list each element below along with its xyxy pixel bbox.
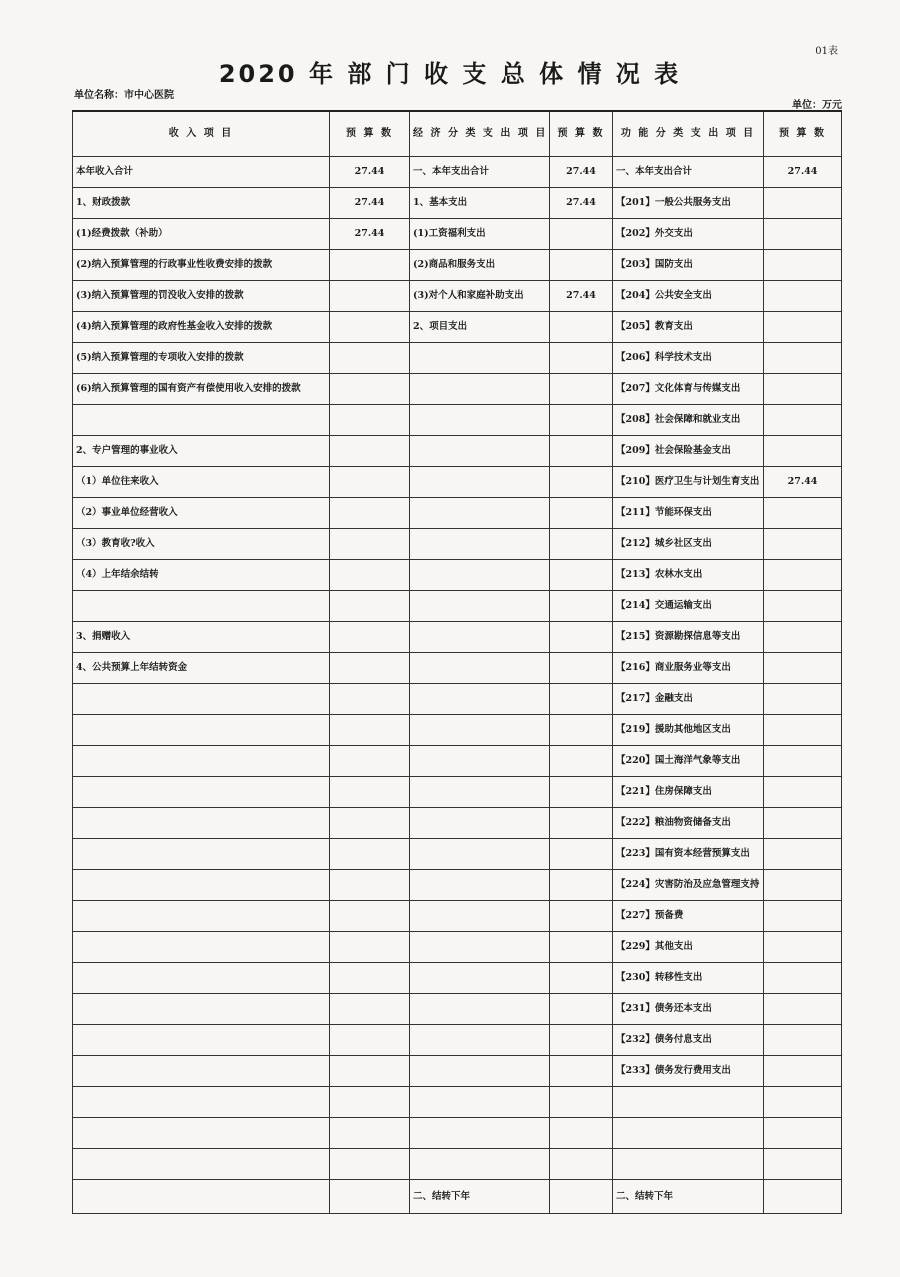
cell-income-budget — [330, 281, 410, 312]
table-row — [73, 901, 842, 932]
cell-income-budget — [330, 901, 410, 932]
cell-functional-item: 【213】农林水支出 — [613, 560, 764, 591]
cell-income-item: (4)纳入预算管理的政府性基金收入安排的拨款 — [73, 312, 330, 343]
table-row — [73, 529, 842, 560]
cell-functional-budget — [764, 1025, 842, 1056]
cell-income-item: (6)纳入预算管理的国有资产有偿使用收入安排的拨款 — [73, 374, 330, 405]
cell-functional-budget — [764, 932, 842, 963]
cell-economic-budget — [550, 1087, 613, 1118]
cell-income-item: 2、专户管理的事业收入 — [73, 436, 330, 467]
cell-income-budget — [330, 436, 410, 467]
table-row — [73, 777, 842, 808]
cell-income-item: 1、财政拨款 — [73, 188, 330, 219]
cell-income-item — [73, 901, 330, 932]
cell-economic-item — [410, 653, 550, 684]
cell-functional-item: 【229】其他支出 — [613, 932, 764, 963]
cell-functional-budget: 27.44 — [764, 157, 842, 188]
cell-economic-budget: 27.44 — [550, 188, 613, 219]
cell-economic-item — [410, 622, 550, 653]
cell-income-budget — [330, 963, 410, 994]
table-row — [73, 932, 842, 963]
cell-economic-item — [410, 1149, 550, 1180]
table-row — [73, 250, 842, 281]
cell-economic-item — [410, 436, 550, 467]
cell-economic-item — [410, 343, 550, 374]
cell-functional-budget — [764, 529, 842, 560]
cell-income-budget — [330, 1149, 410, 1180]
cell-functional-item: 【220】国土海洋气象等支出 — [613, 746, 764, 777]
cell-functional-item: 【230】转移性支出 — [613, 963, 764, 994]
cell-income-budget — [330, 312, 410, 343]
cell-income-item: （3）教育收?收入 — [73, 529, 330, 560]
cell-functional-budget — [764, 901, 842, 932]
cell-economic-item — [410, 870, 550, 901]
cell-functional-budget — [764, 653, 842, 684]
cell-income-budget — [330, 1118, 410, 1149]
cell-income-budget: 27.44 — [330, 219, 410, 250]
table-row — [73, 1149, 842, 1180]
table-row — [73, 467, 842, 498]
table-row — [73, 808, 842, 839]
cell-income-budget: 27.44 — [330, 188, 410, 219]
cell-economic-item — [410, 777, 550, 808]
cell-economic-item — [410, 405, 550, 436]
table-row — [73, 219, 842, 250]
cell-functional-budget — [764, 1056, 842, 1087]
cell-functional-budget — [764, 808, 842, 839]
cell-economic-budget — [550, 1056, 613, 1087]
cell-economic-item: (2)商品和服务支出 — [410, 250, 550, 281]
cell-functional-budget — [764, 312, 842, 343]
cell-functional-budget — [764, 219, 842, 250]
cell-income-item — [73, 746, 330, 777]
cell-functional-budget — [764, 1149, 842, 1180]
cell-economic-item — [410, 932, 550, 963]
cell-economic-budget — [550, 219, 613, 250]
table-row — [73, 839, 842, 870]
cell-economic-budget — [550, 312, 613, 343]
cell-economic-budget — [550, 870, 613, 901]
cell-functional-item: 【223】国有资本经营预算支出 — [613, 839, 764, 870]
cell-functional-budget — [764, 343, 842, 374]
cell-income-item — [73, 1025, 330, 1056]
cell-income-item: (1)经费拨款（补助） — [73, 219, 330, 250]
cell-functional-item: 【227】预备费 — [613, 901, 764, 932]
cell-economic-item — [410, 963, 550, 994]
cell-functional-budget — [764, 436, 842, 467]
cell-functional-item: 【202】外交支出 — [613, 219, 764, 250]
cell-income-item: （1）单位往来收入 — [73, 467, 330, 498]
header-income-item: 收 入 项 目 — [73, 111, 330, 157]
cell-income-item — [73, 684, 330, 715]
cell-functional-budget — [764, 374, 842, 405]
cell-income-item — [73, 870, 330, 901]
cell-economic-item — [410, 715, 550, 746]
cell-functional-item: 【219】援助其他地区支出 — [613, 715, 764, 746]
cell-functional-item: 【232】债务付息支出 — [613, 1025, 764, 1056]
cell-economic-budget — [550, 374, 613, 405]
cell-functional-budget — [764, 560, 842, 591]
cell-income-budget — [330, 808, 410, 839]
table-row — [73, 653, 842, 684]
cell-income-budget — [330, 684, 410, 715]
cell-economic-budget — [550, 560, 613, 591]
cell-income-budget — [330, 1025, 410, 1056]
cell-income-item — [73, 1118, 330, 1149]
table-row — [73, 560, 842, 591]
table-row — [73, 436, 842, 467]
header-functional-item: 功 能 分 类 支 出 项 目 — [613, 111, 764, 157]
cell-income-item — [73, 808, 330, 839]
cell-functional-budget — [764, 684, 842, 715]
cell-economic-budget — [550, 932, 613, 963]
cell-economic-item — [410, 994, 550, 1025]
cell-income-item — [73, 1087, 330, 1118]
cell-economic-budget — [550, 591, 613, 622]
cell-economic-item: 一、本年支出合计 — [410, 157, 550, 188]
cell-income-budget — [330, 1180, 410, 1214]
cell-economic-budget — [550, 436, 613, 467]
cell-functional-budget — [764, 994, 842, 1025]
cell-economic-budget — [550, 498, 613, 529]
cell-functional-item: 【204】公共安全支出 — [613, 281, 764, 312]
cell-functional-budget — [764, 963, 842, 994]
table-row — [73, 1087, 842, 1118]
header-functional-budget: 预 算 数 — [764, 111, 842, 157]
cell-economic-item — [410, 498, 550, 529]
cell-functional-item: 【233】债务发行费用支出 — [613, 1056, 764, 1087]
cell-income-item — [73, 932, 330, 963]
cell-income-budget — [330, 405, 410, 436]
cell-functional-item: 【201】一般公共服务支出 — [613, 188, 764, 219]
table-row — [73, 715, 842, 746]
cell-economic-budget — [550, 250, 613, 281]
cell-functional-item: 一、本年支出合计 — [613, 157, 764, 188]
cell-income-item — [73, 1056, 330, 1087]
cell-income-budget — [330, 467, 410, 498]
cell-functional-item: 【206】科学技术支出 — [613, 343, 764, 374]
cell-functional-budget — [764, 870, 842, 901]
cell-functional-item: 【217】金融支出 — [613, 684, 764, 715]
cell-economic-budget — [550, 1180, 613, 1214]
cell-economic-budget — [550, 529, 613, 560]
budget-table — [72, 110, 842, 1214]
header-economic-budget: 预 算 数 — [550, 111, 613, 157]
cell-income-item — [73, 839, 330, 870]
table-row — [73, 405, 842, 436]
table-row — [73, 994, 842, 1025]
header-economic-item: 经 济 分 类 支 出 项 目 — [410, 111, 550, 157]
cell-functional-item: 【203】国防支出 — [613, 250, 764, 281]
cell-functional-budget — [764, 250, 842, 281]
cell-economic-item — [410, 901, 550, 932]
cell-functional-item: 【231】债务还本支出 — [613, 994, 764, 1025]
cell-functional-item: 【222】粮油物资储备支出 — [613, 808, 764, 839]
cell-functional-item: 【214】交通运输支出 — [613, 591, 764, 622]
cell-income-item: (2)纳入预算管理的行政事业性收费安排的拨款 — [73, 250, 330, 281]
cell-income-item — [73, 405, 330, 436]
cell-functional-budget — [764, 1087, 842, 1118]
cell-income-budget — [330, 591, 410, 622]
cell-functional-budget — [764, 498, 842, 529]
cell-economic-budget — [550, 746, 613, 777]
cell-functional-item — [613, 1087, 764, 1118]
cell-functional-budget — [764, 715, 842, 746]
cell-functional-budget — [764, 188, 842, 219]
cell-income-item: (3)纳入预算管理的罚没收入安排的拨款 — [73, 281, 330, 312]
cell-functional-item: 【210】医疗卫生与计划生育支出 — [613, 467, 764, 498]
cell-economic-budget — [550, 1025, 613, 1056]
cell-income-item: 本年收入合计 — [73, 157, 330, 188]
cell-income-budget — [330, 250, 410, 281]
cell-economic-budget — [550, 901, 613, 932]
cell-income-budget — [330, 839, 410, 870]
cell-economic-budget: 27.44 — [550, 281, 613, 312]
table-header-row — [73, 111, 842, 157]
cell-functional-budget — [764, 746, 842, 777]
cell-economic-item — [410, 684, 550, 715]
cell-economic-item: 1、基本支出 — [410, 188, 550, 219]
table-row — [73, 498, 842, 529]
cell-income-item — [73, 591, 330, 622]
table-row — [73, 684, 842, 715]
cell-economic-item — [410, 1056, 550, 1087]
cell-income-budget — [330, 1056, 410, 1087]
cell-economic-budget — [550, 467, 613, 498]
cell-economic-budget — [550, 1118, 613, 1149]
unit-name: 单位名称：市中心医院 — [74, 90, 174, 101]
cell-economic-item — [410, 591, 550, 622]
cell-economic-budget — [550, 808, 613, 839]
cell-functional-item: 【216】商业服务业等支出 — [613, 653, 764, 684]
cell-income-budget — [330, 1087, 410, 1118]
cell-functional-item: 【224】灾害防治及应急管理支持 — [613, 870, 764, 901]
table-body — [73, 157, 842, 1214]
table-row — [73, 870, 842, 901]
cell-economic-budget — [550, 994, 613, 1025]
cell-functional-budget — [764, 591, 842, 622]
cell-functional-budget — [764, 1180, 842, 1214]
cell-economic-item — [410, 1087, 550, 1118]
cell-income-item: （4）上年结余结转 — [73, 560, 330, 591]
cell-economic-item — [410, 467, 550, 498]
table-row — [73, 1180, 842, 1214]
cell-functional-item — [613, 1149, 764, 1180]
cell-economic-item — [410, 839, 550, 870]
table-row — [73, 746, 842, 777]
cell-income-budget — [330, 715, 410, 746]
cell-income-item: (5)纳入预算管理的专项收入安排的拨款 — [73, 343, 330, 374]
cell-economic-budget — [550, 684, 613, 715]
cell-functional-item: 【221】住房保障支出 — [613, 777, 764, 808]
table-row — [73, 312, 842, 343]
cell-income-budget — [330, 529, 410, 560]
table-row — [73, 188, 842, 219]
cell-income-item — [73, 1149, 330, 1180]
cell-economic-item: (1)工资福利支出 — [410, 219, 550, 250]
cell-economic-budget — [550, 777, 613, 808]
cell-functional-item: 【209】社会保险基金支出 — [613, 436, 764, 467]
cell-economic-item — [410, 1025, 550, 1056]
cell-economic-item — [410, 529, 550, 560]
cell-economic-budget — [550, 715, 613, 746]
cell-functional-item: 二、结转下年 — [613, 1180, 764, 1214]
cell-economic-budget — [550, 1149, 613, 1180]
cell-economic-item: 2、项目支出 — [410, 312, 550, 343]
cell-income-item: （2）事业单位经营收入 — [73, 498, 330, 529]
cell-income-item: 3、捐赠收入 — [73, 622, 330, 653]
cell-income-budget — [330, 746, 410, 777]
cell-income-budget — [330, 343, 410, 374]
cell-functional-item: 【212】城乡社区支出 — [613, 529, 764, 560]
table-row — [73, 963, 842, 994]
cell-functional-budget — [764, 777, 842, 808]
table-row — [73, 622, 842, 653]
cell-economic-budget — [550, 963, 613, 994]
header-income-budget: 预 算 数 — [330, 111, 410, 157]
table-row — [73, 591, 842, 622]
cell-income-budget: 27.44 — [330, 157, 410, 188]
cell-functional-budget — [764, 839, 842, 870]
table-row — [73, 374, 842, 405]
cell-income-item — [73, 994, 330, 1025]
form-number: 01表 — [815, 46, 838, 57]
cell-income-budget — [330, 498, 410, 529]
cell-economic-budget — [550, 405, 613, 436]
cell-economic-budget — [550, 839, 613, 870]
table-row — [73, 1118, 842, 1149]
cell-income-budget — [330, 622, 410, 653]
cell-economic-item — [410, 746, 550, 777]
cell-income-item — [73, 1180, 330, 1214]
page-title: 2020 年 部 门 收 支 总 体 情 况 表 — [218, 60, 682, 88]
cell-functional-item: 【205】教育支出 — [613, 312, 764, 343]
cell-income-budget — [330, 932, 410, 963]
table-row — [73, 343, 842, 374]
cell-functional-item: 【207】文化体育与传媒支出 — [613, 374, 764, 405]
cell-income-item — [73, 963, 330, 994]
table-row — [73, 1025, 842, 1056]
table-row — [73, 281, 842, 312]
cell-functional-item: 【208】社会保障和就业支出 — [613, 405, 764, 436]
cell-economic-budget — [550, 343, 613, 374]
cell-income-budget — [330, 560, 410, 591]
cell-economic-item: 二、结转下年 — [410, 1180, 550, 1214]
cell-economic-budget — [550, 622, 613, 653]
cell-functional-budget — [764, 281, 842, 312]
cell-functional-budget — [764, 405, 842, 436]
cell-economic-item — [410, 374, 550, 405]
cell-economic-budget — [550, 653, 613, 684]
cell-functional-budget: 27.44 — [764, 467, 842, 498]
cell-income-item — [73, 715, 330, 746]
cell-income-budget — [330, 374, 410, 405]
cell-income-budget — [330, 777, 410, 808]
cell-functional-budget — [764, 1118, 842, 1149]
cell-functional-item: 【215】资源勘探信息等支出 — [613, 622, 764, 653]
cell-income-budget — [330, 994, 410, 1025]
cell-functional-budget — [764, 622, 842, 653]
cell-income-item — [73, 777, 330, 808]
cell-income-budget — [330, 870, 410, 901]
cell-economic-budget: 27.44 — [550, 157, 613, 188]
cell-economic-item — [410, 1118, 550, 1149]
cell-economic-item — [410, 808, 550, 839]
cell-income-budget — [330, 653, 410, 684]
cell-functional-item — [613, 1118, 764, 1149]
currency-unit: 单位：万元 — [792, 100, 842, 111]
cell-income-item: 4、公共预算上年结转资金 — [73, 653, 330, 684]
cell-economic-item: (3)对个人和家庭补助支出 — [410, 281, 550, 312]
cell-functional-item: 【211】节能环保支出 — [613, 498, 764, 529]
table-row — [73, 1056, 842, 1087]
cell-economic-item — [410, 560, 550, 591]
table-row — [73, 157, 842, 188]
